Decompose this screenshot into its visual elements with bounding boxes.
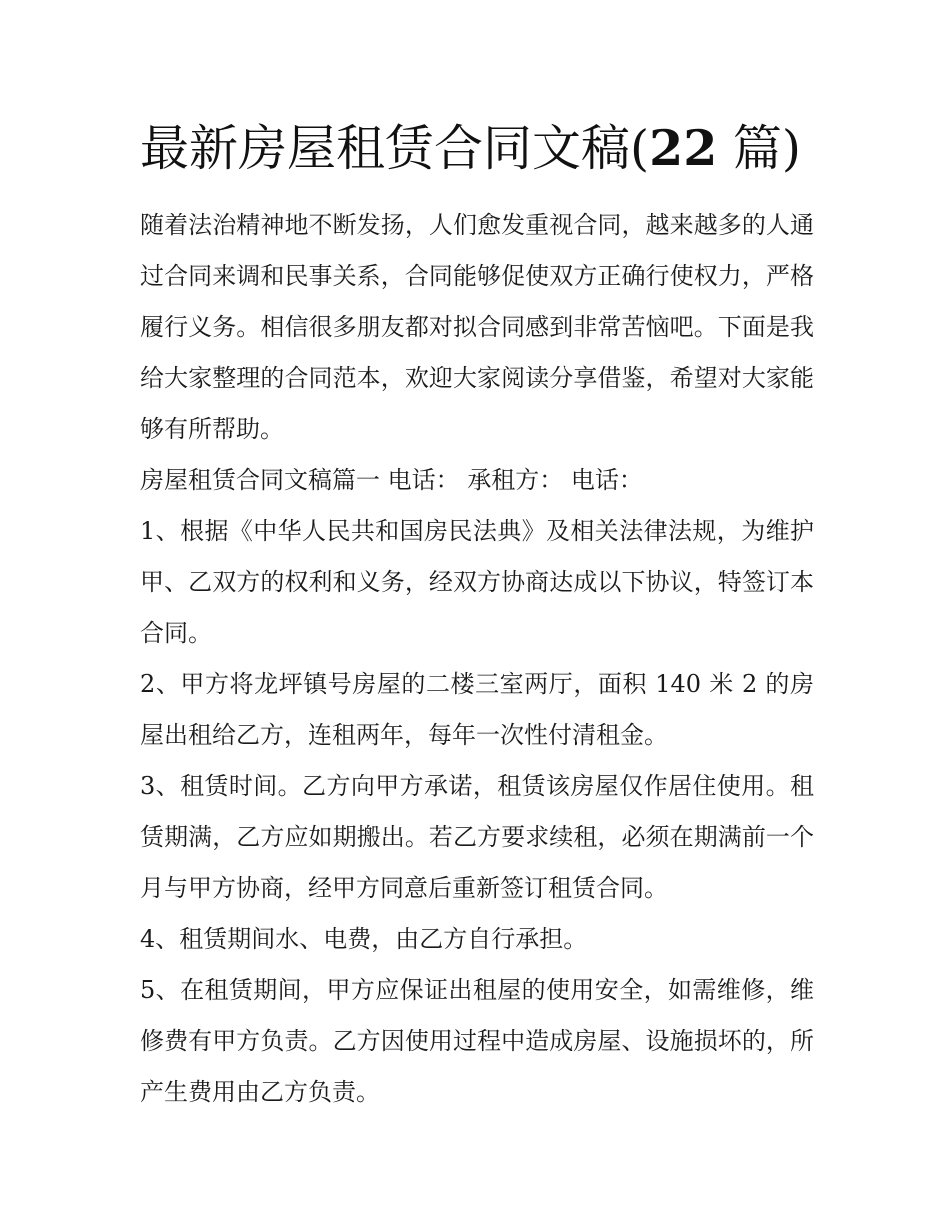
clause-3: 3、租赁时间。乙方向甲方承诺，租赁该房屋仅作居住使用。租赁期满，乙方应如期搬出。若乙方要求续租，必须在期满前一个月与甲方协商，经甲方同意后重新签订租赁合同。 [140, 772, 814, 902]
clause-5: 5、在租赁期间，甲方应保证出租屋的使用安全，如需维修，维修费有甲方负责。乙方因使用过程中造成房屋、设施损坏的，所产生费用由乙方负责。 [140, 976, 814, 1106]
clause-4: 4、租赁期间水、电费，由乙方自行承担。 [140, 925, 588, 953]
clause-1: 1、根据《中华人民共和国房民法典》及相关法律法规，为维护甲、乙双方的权利和义务，经双方协商达成以下协议，特签订本合同。 [140, 517, 814, 647]
document-body [140, 200, 814, 1118]
title-text-end: 篇) [717, 120, 802, 177]
title-text-start: 最新房屋租赁合同文稿( [140, 120, 650, 177]
intro-paragraph: 随着法治精神地不断发扬，人们愈发重视合同，越来越多的人通过合同来调和民事关系，合同能够促使双方正确行使权力，严格履行义务。相信很多朋友都对拟合同感到非常苦恼吧。下面是我给大家整理的合同范本，欢迎大家阅读分享借鉴，希望对大家能够有所帮助。 [140, 211, 814, 443]
section-heading: 房屋租赁合同文稿篇一 电话： 承租方： 电话： [140, 466, 643, 494]
clause-2: 2、甲方将龙坪镇号房屋的二楼三室两厅，面积 140 米 2 的房屋出租给乙方，连租两年，每年一次性付清租金。 [140, 670, 814, 749]
title-count: 22 [649, 119, 718, 177]
document-title [140, 118, 820, 179]
